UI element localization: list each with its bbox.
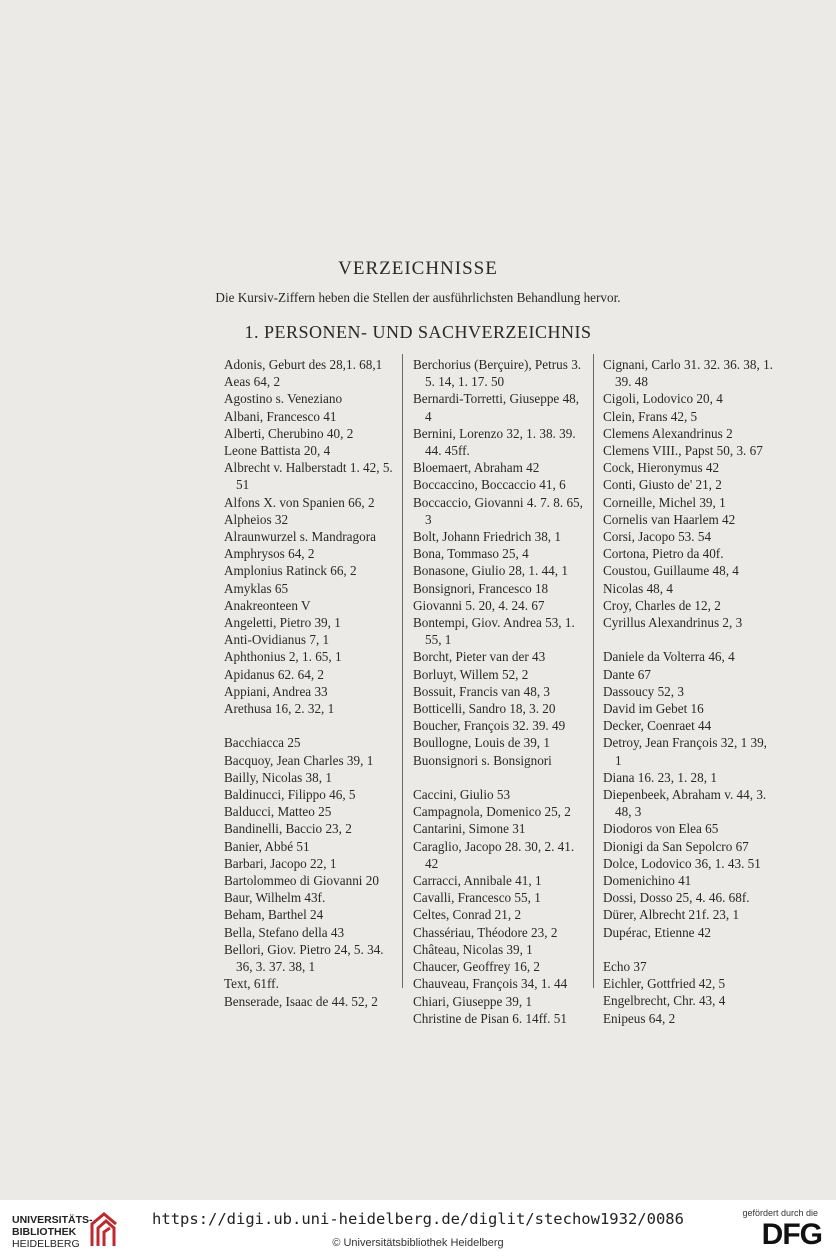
index-entry: Albani, Francesco 41 (224, 408, 337, 424)
index-letter-gap (603, 941, 773, 958)
index-entry: Celtes, Conrad 21, 2 (413, 907, 522, 923)
page-title: VERZEICHNISSE (338, 258, 498, 279)
index-entry: Dolce, Lodovico 36, 1. 43. 51 (603, 855, 761, 871)
index-entry: Adonis, Geburt des 28,1. 68,1 (224, 357, 383, 372)
index-entry: Giovanni 5. 20, 4. 24. 67 (413, 597, 545, 613)
index-entry: Albrecht v. Halberstadt 1. 42, 5. 51 (224, 460, 393, 493)
index-entry: Borluyt, Willem 52, 2 (413, 666, 529, 682)
copyright-text: © Universitätsbibliothek Heidelberg (332, 1237, 504, 1249)
index-entry: Domenichino 41 (603, 873, 692, 889)
index-entry: Aeas 64, 2 (224, 374, 281, 390)
index-entry: Clemens VIII., Papst 50, 3. 67 (603, 443, 763, 459)
index-letter-gap (603, 631, 773, 648)
index-entry: Nicolas 48, 4 (603, 580, 673, 596)
index-entry: Baldinucci, Filippo 46, 5 (224, 787, 356, 803)
index-entry: Alpheios 32 (224, 511, 289, 527)
index-entry: Cigoli, Lodovico 20, 4 (603, 391, 723, 407)
index-entry: Alberti, Cherubino 40, 2 (224, 425, 354, 441)
index-entry: Benserade, Isaac de 44. 52, 2 (224, 993, 378, 1009)
index-entry: Campagnola, Domenico 25, 2 (413, 804, 571, 820)
index-entry: Bellori, Giov. Pietro 24, 5. 34. 36, 3. 37. 38, 1 (224, 941, 384, 975)
dfg-logo[interactable]: DFG (761, 1218, 822, 1251)
index-entry: Dossi, Dosso 25, 4. 46. 68f. (603, 890, 750, 906)
index-entry: Decker, Coenraet 44 (603, 718, 712, 734)
index-entry: Coustou, Guillaume 48, 4 (603, 563, 739, 579)
index-entry: Diodoros von Elea 65 (603, 821, 719, 837)
index-entry: Bartolommeo di Giovanni 20 (224, 873, 379, 889)
index-entry: Clemens Alexandrinus 2 (603, 425, 733, 441)
index-letter-gap (224, 717, 394, 734)
index-entry: Anti-Ovidianus 7, 1 (224, 632, 330, 648)
index-entry: Cyrillus Alexandrinus 2, 3 (603, 615, 743, 631)
index-entry: Cock, Hieronymus 42 (603, 460, 720, 476)
index-entry: Château, Nicolas 39, 1 (413, 941, 533, 957)
index-entry: Apidanus 62. 64, 2 (224, 666, 325, 682)
index-entry: Caccini, Giulio 53 (413, 787, 511, 803)
index-entry: Arethusa 16, 2. 32, 1 (224, 701, 335, 717)
index-entry: Enipeus 64, 2 (603, 1010, 676, 1026)
index-entry: Balducci, Matteo 25 (224, 804, 332, 820)
index-entry: Caraglio, Jacopo 28. 30, 2. 41. 42 (413, 838, 575, 871)
index-entry: Cignani, Carlo 31. 32. 36. 38, 1. 39. 48 (603, 357, 773, 390)
index-entry: Diepenbeek, Abraham v. 44, 3. 48, 3 (603, 787, 767, 820)
index-entry: Bontempi, Giov. Andrea 53, 1. 55, 1 (413, 615, 575, 648)
index-entry: Leone Battista 20, 4 (224, 443, 331, 459)
index-entry: Bernardi-Torretti, Giuseppe 48, 4 (413, 391, 580, 424)
section-title: 1. PERSONEN- UND SACHVERZEICHNIS (244, 322, 592, 342)
index-entry: Cantarini, Simone 31 (413, 821, 526, 837)
index-entry: Bernini, Lorenzo 32, 1. 38. 39. 44. 45ff. (413, 425, 576, 459)
index-entry: Chauveau, François 34, 1. 44 (413, 976, 568, 992)
column-divider (402, 354, 403, 988)
index-entry: Cornelis van Haarlem 42 (603, 511, 736, 527)
index-entry: Boccaccio, Giovanni 4. 7. 8. 65, 3 (413, 494, 583, 527)
index-entry: Conti, Giusto de' 21, 2 (603, 477, 722, 493)
index-entry: Cortona, Pietro da 40f. (603, 546, 724, 562)
index-entry: Bonasone, Giulio 28, 1. 44, 1 (413, 563, 568, 579)
index-entry: Barbari, Jacopo 22, 1 (224, 855, 337, 871)
index-entry: Beham, Barthel 24 (224, 907, 324, 923)
index-entry: Echo 37 (603, 959, 647, 975)
index-entry: Bandinelli, Baccio 23, 2 (224, 821, 352, 837)
index-entry: Daniele da Volterra 46, 4 (603, 649, 735, 665)
index-entry: Dupérac, Etienne 42 (603, 924, 712, 940)
index-entry: Borcht, Pieter van der 43 (413, 649, 546, 665)
index-entry: Eichler, Gottfried 42, 5 (603, 976, 726, 992)
index-entry: Croy, Charles de 12, 2 (603, 597, 721, 613)
page-url-link[interactable]: https://digi.ub.uni-heidelberg.de/diglit/stechow1932/0086 (152, 1210, 684, 1228)
index-entry: Cavalli, Francesco 55, 1 (413, 890, 541, 906)
index-entry: Amplonius Ratinck 66, 2 (224, 563, 357, 579)
index-entry: Carracci, Annibale 41, 1 (413, 873, 542, 889)
index-entry: Berchorius (Berçuire), Petrus 3. 5. 14, 1. 17. 50 (413, 357, 582, 390)
viewer-footer (0, 1200, 836, 1260)
index-entry: Clein, Frans 42, 5 (603, 408, 698, 424)
index-entry: Bona, Tommaso 25, 4 (413, 546, 529, 562)
index-entry: Chassériau, Théodore 23, 2 (413, 924, 558, 940)
index-entry: Dassoucy 52, 3 (603, 683, 684, 699)
index-entry: Bolt, Johann Friedrich 38, 1 (413, 529, 561, 545)
logo-line-1: UNIVERSITÄTS- (12, 1214, 93, 1226)
index-entry: Agostino s. Veneziano (224, 391, 343, 407)
index-entry: Boucher, François 32. 39. 49 (413, 718, 566, 734)
index-entry: Boccaccino, Boccaccio 41, 6 (413, 477, 566, 493)
index-entry: Bonsignori, Francesco 18 (413, 580, 549, 596)
index-entry: Amyklas 65 (224, 580, 289, 596)
index-letter-gap (413, 769, 583, 786)
index-entry: Engelbrecht, Chr. 43, 4 (603, 993, 726, 1009)
index-entry: Dionigi da San Sepolcro 67 (603, 838, 749, 854)
index-entry: Christine de Pisan 6. 14ff. 51 (413, 1010, 567, 1026)
index-entry: David im Gebet 16 (603, 701, 704, 717)
logo-line-3: HEIDELBERG (12, 1238, 80, 1250)
index-entry: Angeletti, Pietro 39, 1 (224, 615, 341, 631)
funding-note: gefördert durch die (742, 1208, 818, 1218)
page-subtitle: Die Kursiv-Ziffern heben die Stellen der ausführlichsten Behandlung hervor. (215, 290, 621, 305)
index-entry: Bacchiacca 25 (224, 735, 301, 751)
index-entry: Detroy, Jean François 32, 1 39, 1 (603, 735, 767, 768)
index-entry: Aphthonius 2, 1. 65, 1 (224, 649, 342, 665)
index-column-2 (413, 356, 583, 1027)
index-entry: Bloemaert, Abraham 42 (413, 460, 540, 476)
index-entry: Bacquoy, Jean Charles 39, 1 (224, 752, 374, 768)
index-entry: Bella, Stefano della 43 (224, 924, 345, 940)
index-entry: Alraunwurzel s. Mandragora (224, 529, 376, 545)
index-entry: Dante 67 (603, 666, 651, 682)
logo-line-2: BIBLIOTHEK (12, 1226, 77, 1238)
index-entry: Corsi, Jacopo 53. 54 (603, 529, 712, 545)
index-entry: Bailly, Nicolas 38, 1 (224, 769, 332, 785)
index-entry: Alfons X. von Spanien 66, 2 (224, 494, 375, 510)
index-entry: Baur, Wilhelm 43f. (224, 890, 326, 906)
index-entry: Buonsignori s. Bonsignori (413, 752, 552, 768)
index-entry: Corneille, Michel 39, 1 (603, 494, 726, 510)
column-divider (593, 354, 594, 988)
index-entry: Banier, Abbé 51 (224, 838, 310, 854)
index-column-3 (603, 356, 773, 1027)
index-entry: Bossuit, Francis van 48, 3 (413, 683, 551, 699)
index-entry: Anakreonteen V (224, 597, 311, 613)
index-entry: Dürer, Albrecht 21f. 23, 1 (603, 907, 740, 923)
index-entry: Botticelli, Sandro 18, 3. 20 (413, 701, 556, 717)
index-entry: Amphrysos 64, 2 (224, 546, 315, 562)
index-entry: Appiani, Andrea 33 (224, 683, 328, 699)
index-entry: Chaucer, Geoffrey 16, 2 (413, 959, 541, 975)
index-entry: Text, 61ff. (224, 976, 279, 992)
index-entry: Chiari, Giuseppe 39, 1 (413, 993, 533, 1009)
index-entry: Diana 16. 23, 1. 28, 1 (603, 769, 717, 785)
index-entry: Boullogne, Louis de 39, 1 (413, 735, 550, 751)
index-column-1 (224, 356, 394, 1010)
